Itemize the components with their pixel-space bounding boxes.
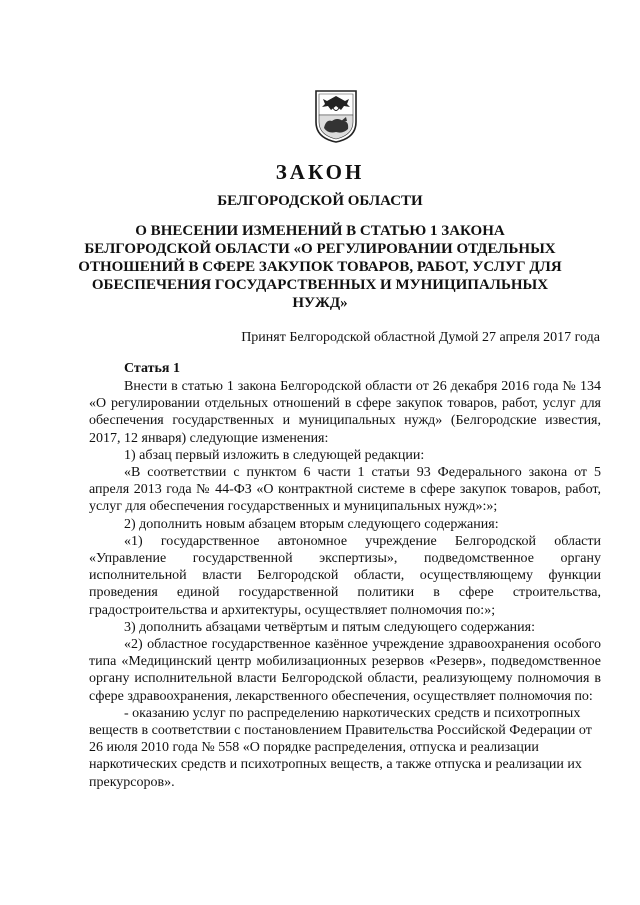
heading-line: О ВНЕСЕНИИ ИЗМЕНЕНИЙ В СТАТЬЮ 1 ЗАКОНА [135, 223, 505, 239]
article-body [89, 378, 601, 791]
body-paragraph: 3) дополнить абзацами четвёртым и пятым следующего содержания: [124, 619, 535, 635]
heading-line: ОБЕСПЕЧЕНИЯ ГОСУДАРСТВЕННЫХ И МУНИЦИПАЛЬНЫХ [91, 277, 549, 293]
region-title: БЕЛГОРОДСКОЙ ОБЛАСТИ [217, 193, 423, 209]
heading-line: НУЖД» [292, 295, 348, 311]
body-paragraph: Внести в статью 1 закона Белгородской области от 26 декабря 2016 года № 134 «О регулировании отдельных отношений в сфере закупок товаров, работ, услуг для обеспечения государственных и муниципальных нужд» (Белгородские известия, 2017, 12 января) следующие изменения: [89, 379, 601, 446]
body-paragraph: - оказанию услуг по распределению наркотических средств и психотропных веществ в соответствии с постановлением Правительства Российской Федерации от 26 июля 2010 года № 558 «О порядке распределения, отпуска и реализации наркотических средств и психотропных веществ, а также отпуска и реализации их прекурсоров». [89, 705, 592, 790]
coat-of-arms-emblem [313, 88, 359, 144]
article-title: Статья 1 [124, 361, 180, 376]
heading-line: БЕЛГОРОДСКОЙ ОБЛАСТИ «О РЕГУЛИРОВАНИИ ОТДЕЛЬНЫХ [84, 241, 556, 257]
law-heading [0, 222, 640, 312]
body-paragraph: 1) абзац первый изложить в следующей редакции: [124, 447, 425, 463]
adoption-note: Принят Белгородской областной Думой 27 апреля 2017 года [241, 330, 600, 345]
body-paragraph: «В соответствии с пунктом 6 части 1 статьи 93 Федерального закона от 5 апреля 2013 года № 44-ФЗ «О контрактной системе в сфере закупок товаров, работ, услуг для обеспечения государственных и муниципальных нужд»:»; [89, 465, 601, 515]
body-paragraph: «1) государственное автономное учреждение Белгородской области «Управление государственной экспертизы», подведомственное органу исполнительной власти Белгородской области, осуществляющему функции проведения единой государственной политики в сфере строительства, градостроительства и архитектуры, осуществляет полномочия по:»; [89, 533, 601, 618]
heading-line: ОТНОШЕНИЙ В СФЕРЕ ЗАКУПОК ТОВАРОВ, РАБОТ, УСЛУГ ДЛЯ [78, 259, 562, 275]
law-title: ЗАКОН [275, 160, 365, 184]
body-paragraph: «2) областное государственное казённое учреждение здравоохранения особого типа «Медицинский центр мобилизационных резервов «Резерв», подведомственное органу исполнительной власти Белгородской области, реализующему полномочия в сфере здравоохранения, лекарственного обеспечения, осуществляет полномочия по: [89, 637, 601, 704]
body-paragraph: 2) дополнить новым абзацем вторым следующего содержания: [124, 516, 499, 532]
